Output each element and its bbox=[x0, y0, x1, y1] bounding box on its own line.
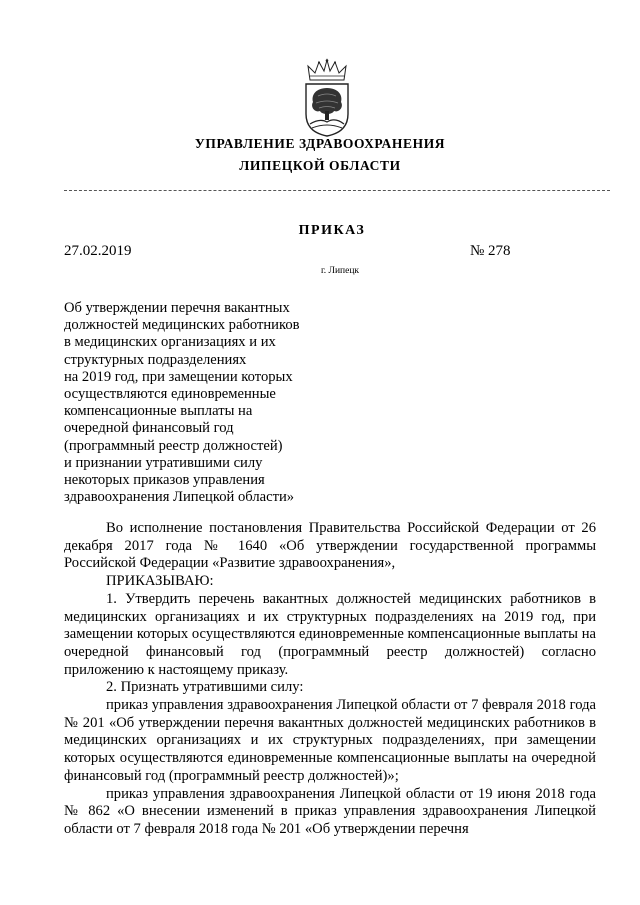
document-subject bbox=[64, 300, 354, 506]
subject-line: очередной финансовый год bbox=[64, 420, 234, 437]
subject-line: компенсационные выплаты на bbox=[64, 403, 253, 420]
document-body bbox=[64, 520, 596, 839]
subject-line: должностей медицинских работников bbox=[64, 317, 300, 334]
body-paragraph: Во исполнение постановления Правительства Российской Федерации от 26 декабря 2017 года № 1640 «Об утверждении государственной программы Российской Федерации «Развитие здравоохранения», bbox=[64, 520, 596, 572]
document-date: 27.02.2019 bbox=[64, 243, 132, 259]
subject-line: на 2019 год, при замещении которых bbox=[64, 368, 293, 385]
body-paragraph: 1. Утвердить перечень вакантных должностей медицинских работников в медицинских организациях и их структурных подразделениях на 2019 год, при замещении которых осуществляются единовременные компенсационные выплаты на очередной финансовый год (программный реестр должностей) согласно приложению к настоящему приказу. bbox=[64, 590, 596, 678]
coat-of-arms-icon bbox=[298, 58, 356, 138]
subject-line: осуществляются единовременные bbox=[64, 386, 276, 403]
org-name-line2: ЛИПЕЦКОЙ ОБЛАСТИ bbox=[239, 158, 401, 173]
body-paragraph: приказ управления здравоохранения Липецкой области от 7 февраля 2018 года № 201 «Об утверждении перечня вакантных должностей медицинских работников в медицинских организациях и их структурных подразделениях, при замещении которых осуществляются единовременные компенсационные выплаты на очередной финансовый год (программный реестр должностей)»; bbox=[64, 697, 596, 784]
org-name-line1: УПРАВЛЕНИЕ ЗДРАВООХРАНЕНИЯ bbox=[194, 136, 446, 151]
subject-line: в медицинских организациях и их bbox=[64, 334, 276, 351]
subject-line: и признании утратившими силу bbox=[64, 454, 263, 471]
header-divider bbox=[64, 190, 610, 191]
document-city: г. Липецк bbox=[320, 266, 360, 276]
subject-line: (программный реестр должностей) bbox=[64, 437, 283, 454]
body-paragraph: 2. Признать утратившими силу: bbox=[106, 679, 304, 696]
order-word: ПРИКАЗЫВАЮ: bbox=[106, 573, 214, 590]
body-paragraph: приказ управления здравоохранения Липецкой области от 19 июня 2018 года № 862 «О внесении изменений в приказ управления здравоохранения Липецкой области от 7 февраля 2018 года № 201 «Об утверждении перечня bbox=[64, 785, 596, 837]
subject-line: структурных подразделениях bbox=[64, 351, 247, 368]
document-type: ПРИКАЗ bbox=[298, 223, 366, 238]
subject-line: Об утверждении перечня вакантных bbox=[64, 300, 290, 316]
document-number: № 278 bbox=[470, 243, 511, 259]
subject-line: некоторых приказов управления bbox=[64, 472, 265, 489]
subject-line: здравоохранения Липецкой области» bbox=[64, 489, 295, 506]
